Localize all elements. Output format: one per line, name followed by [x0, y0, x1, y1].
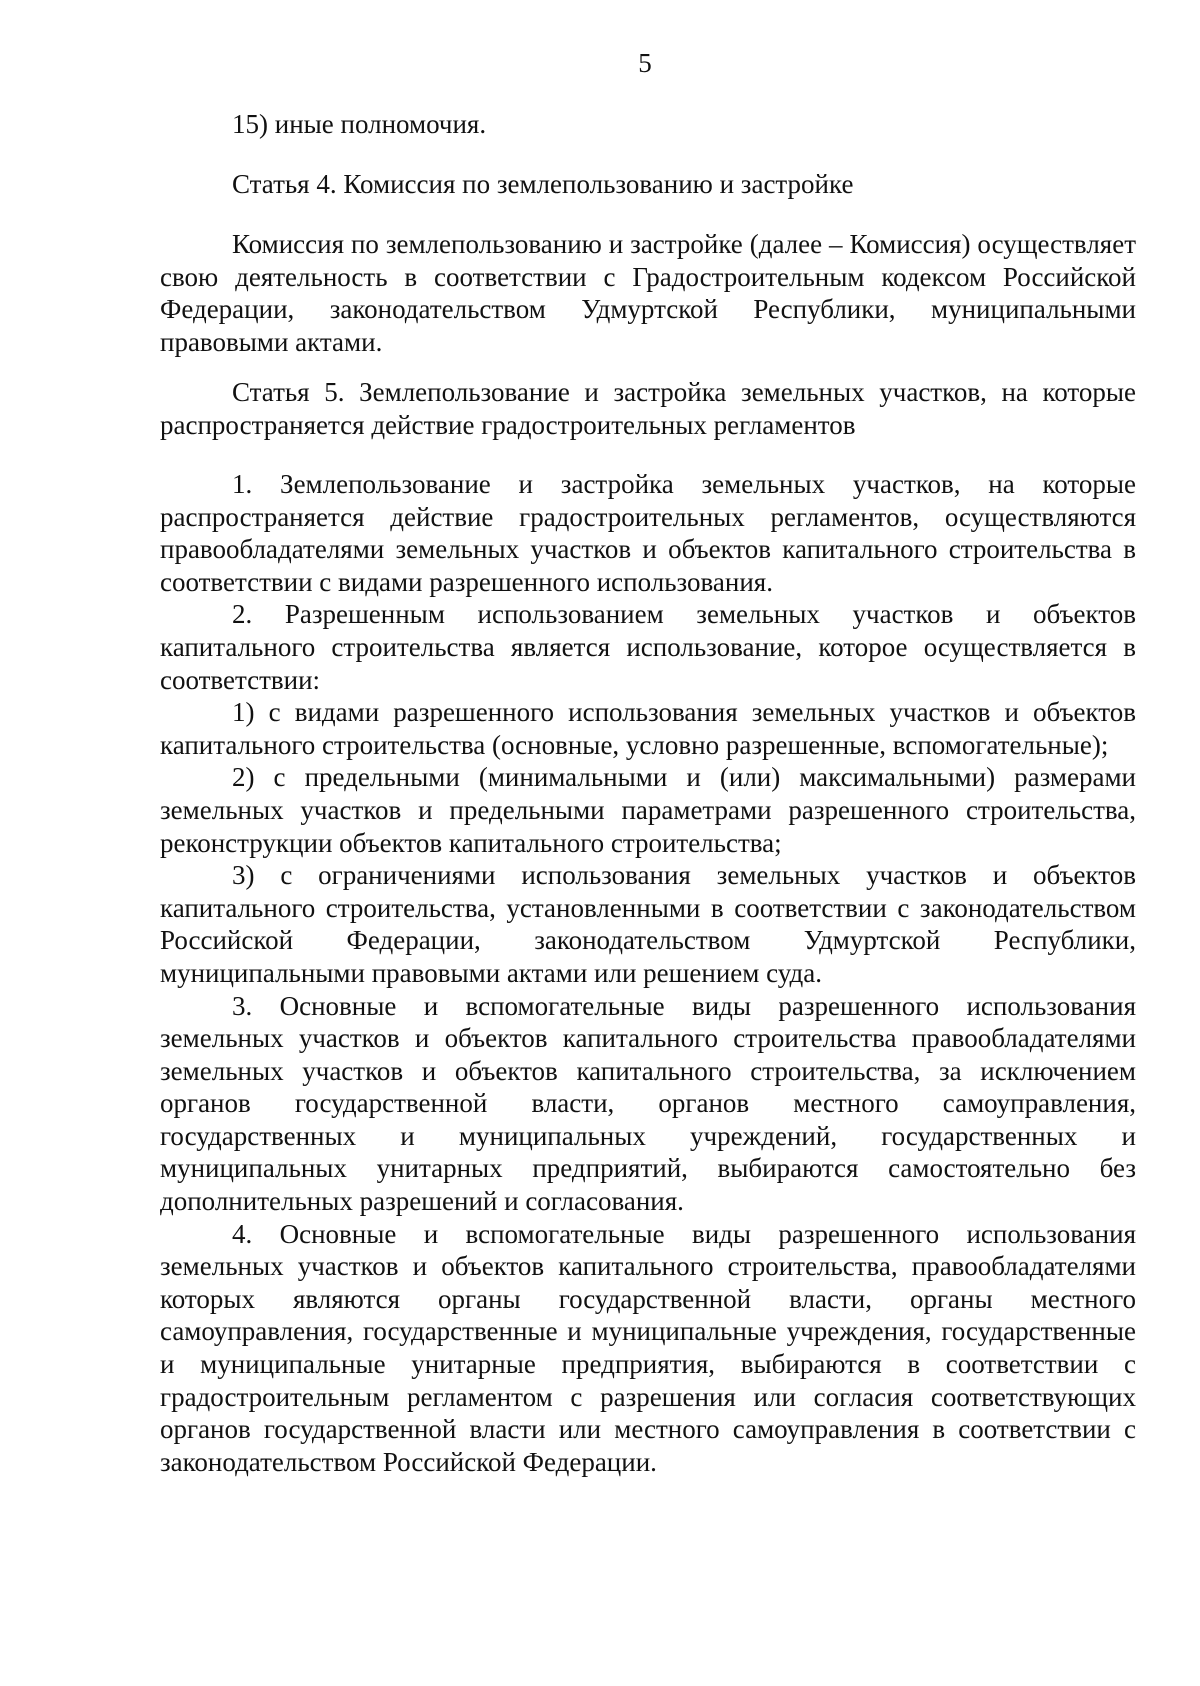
- article-5-body: [160, 468, 1136, 1478]
- article-5-subitem-1: 1) с видами разрешенного использования земельных участков и объектов капитального строительства (основные, условно разрешенные, вспомогательные);: [160, 697, 1136, 760]
- item-15: 15) иные полномочия.: [232, 109, 487, 139]
- article-5-subitem-3: 3) с ограничениями использования земельных участков и объектов капитального строительства, установленными в соответствии с законодательством Российской Федерации, законодательством Удмуртской Республики, муниципальными правовыми актами или решением суда.: [160, 860, 1136, 988]
- article-5-paragraph-2: 2. Разрешенным использованием земельных участков и объектов капитального строительства является использование, которое осуществляется в соответствии:: [160, 599, 1136, 695]
- page-number: 5: [638, 48, 652, 78]
- article-5-paragraph-1: 1. Землепользование и застройка земельных участков, на которые распространяется действие градостроительных регламентов, осуществляются правообладателями земельных участков и объектов капитального строительства в соответствии с видами разрешенного использования.: [160, 469, 1136, 597]
- article-5-paragraph-4: 4. Основные и вспомогательные виды разрешенного использования земельных участков и объектов капитального строительства, правообладателями которых являются органы государственной власти, органы местного самоуправления, государственные и муниципальные учреждения, государственные и муниципальные унитарные предприятия, выбираются в соответствии с градостроительным регламентом с разрешения или согласия соответствующих органов государственной власти или местного самоуправления в соответствии с законодательством Российской Федерации.: [160, 1218, 1136, 1477]
- article-5-title: Статья 5. Землепользование и застройка земельных участков, на которые распространяется действие градостроительных регламентов: [160, 377, 1136, 440]
- article-5-subitem-2: 2) с предельными (минимальными и (или) максимальными) размерами земельных участков и предельными параметрами разрешенного строительства, реконструкции объектов капитального строительства;: [160, 762, 1136, 858]
- article-4-body: Комиссия по землепользованию и застройке (далее – Комиссия) осуществляет свою деятельность в соответствии с Градостроительным кодексом Российской Федерации, законодательством Удмуртской Республики, муниципальными правовыми актами.: [160, 229, 1136, 357]
- article-4-title: Статья 4. Комиссия по землепользованию и застройке: [232, 169, 854, 199]
- article-5-paragraph-3: 3. Основные и вспомогательные виды разрешенного использования земельных участков и объектов капитального строительства правообладателями земельных участков и объектов капитального строительства, за исключением органов государственной власти, органов местного самоуправления, государственных и муниципальных учреждений, государственных и муниципальных унитарных предприятий, выбираются самостоятельно без дополнительных разрешений и согласования.: [160, 990, 1136, 1217]
